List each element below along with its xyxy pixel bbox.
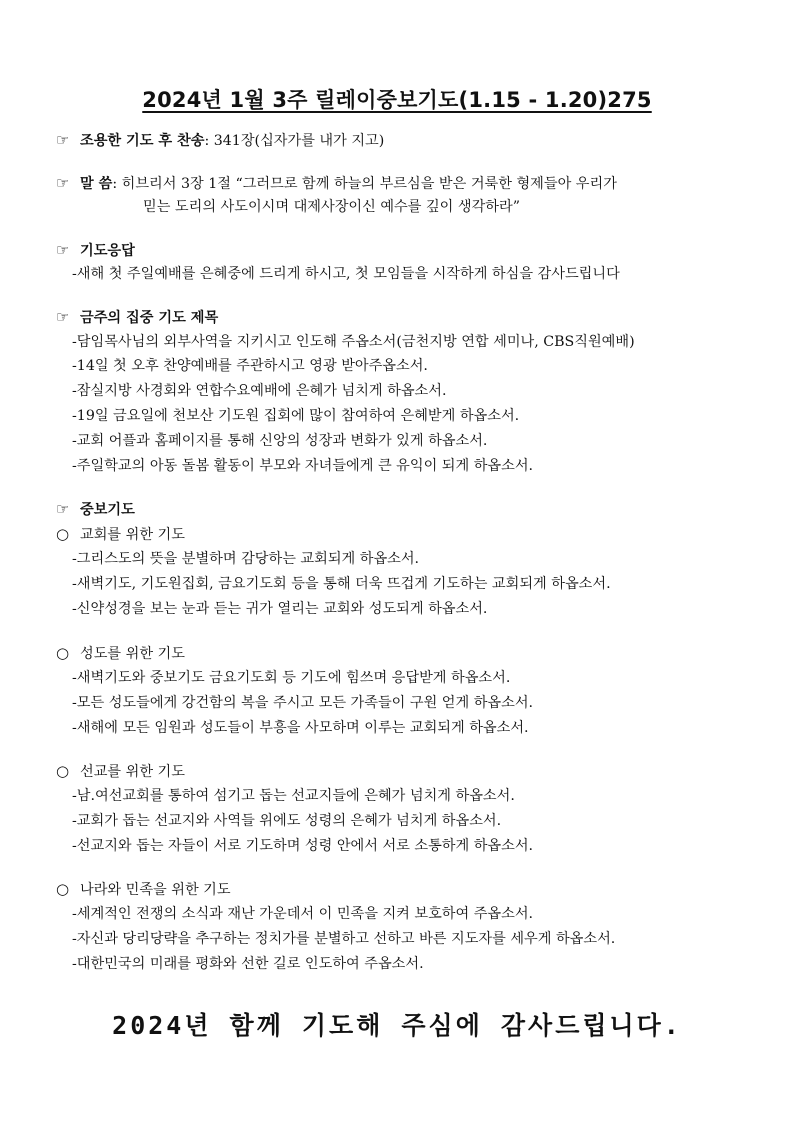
group-item: -신약성경을 보는 눈과 듣는 귀가 열리는 교회와 성도되게 하옵소서.	[72, 601, 488, 617]
group-item: -새벽기도와 중보기도 금요기도회 등 기도에 힘쓰며 응답받게 하옵소서.	[72, 670, 511, 686]
group-item: -대한민국의 미래를 평화와 선한 길로 인도하여 주옵소서.	[72, 956, 424, 972]
closing-message: 2024년 함께 기도해 주심에 감사드립니다.	[112, 1011, 682, 1040]
group-item: -교회가 돕는 선교지와 사역들 위에도 성령의 은혜가 넘치게 하옵소서.	[72, 813, 502, 829]
group-item: -자신과 당리당략을 추구하는 정치가를 분별하고 선하고 바른 지도자를 세우게 하옵소서.	[72, 931, 616, 947]
pointing-hand-icon: ☞	[56, 131, 70, 149]
word-label: 말 씀	[80, 176, 113, 192]
group-nation-title: ○ 나라와 민족을 위한 기도	[56, 880, 231, 898]
word-line-2: 믿는 도리의 사도이시며 대제사장이신 예수를 깊이 생각하라”	[143, 199, 520, 215]
focus-item: -잠실지방 사경회와 연합수요예배에 은혜가 넘치게 하옵소서.	[72, 383, 447, 399]
focus-item: -담임목사님의 외부사역을 지키시고 인도해 주옵소서(금천지방 연합 세미나, CBS직원예배)	[72, 334, 635, 350]
hymn-text: : 341장(십자가를 내가 지고)	[204, 133, 385, 149]
document-title: 2024년 1월 3주 릴레이중보기도(1.15 - 1.20)275	[142, 88, 652, 112]
focus-item: -주일학교의 아동 돌봄 활동이 부모와 자녀들에게 큰 유익이 되게 하옵소서.	[72, 458, 534, 474]
hymn-line	[56, 130, 384, 151]
group-item: -새벽기도, 기도원집회, 금요기도회 등을 통해 더욱 뜨겁게 기도하는 교회되게 하옵소서.	[72, 576, 611, 592]
answered-item: -새해 첫 주일예배를 은혜중에 드리게 하시고, 첫 모임들을 시작하게 하심을 감사드립니다	[72, 266, 620, 282]
group-church-title: ○ 교회를 위한 기도	[56, 525, 185, 543]
hymn-label: 조용한 기도 후 찬송	[80, 133, 205, 149]
circle-bullet-icon: ○	[56, 644, 70, 662]
group-item: -선교지와 돕는 자들이 서로 기도하며 성령 안에서 서로 소통하게 하옵소서.	[72, 838, 534, 854]
pointing-hand-icon: ☞	[56, 174, 70, 192]
word-text-1: : 히브리서 3장 1절 “그러므로 함께 하늘의 부르심을 받은 거룩한 형제들아 우리가	[112, 176, 617, 192]
answered-heading: ☞ 기도응답	[56, 241, 135, 259]
circle-bullet-icon: ○	[56, 762, 70, 780]
group-item: -그리스도의 뜻을 분별하며 감당하는 교회되게 하옵소서.	[72, 551, 420, 567]
pointing-hand-icon: ☞	[56, 241, 70, 259]
group-item: -새해에 모든 임원과 성도들이 부흥을 사모하며 이루는 교회되게 하옵소서.	[72, 720, 529, 736]
circle-bullet-icon: ○	[56, 525, 70, 543]
pointing-hand-icon: ☞	[56, 308, 70, 326]
group-item: -세계적인 전쟁의 소식과 재난 가운데서 이 민족을 지켜 보호하여 주옵소서.	[72, 906, 534, 922]
circle-bullet-icon: ○	[56, 880, 70, 898]
group-believers-title: ○ 성도를 위한 기도	[56, 644, 185, 662]
focus-item: -19일 금요일에 천보산 기도원 집회에 많이 참여하여 은혜받게 하옵소서.	[72, 408, 520, 424]
intercession-heading: ☞ 중보기도	[56, 500, 135, 518]
group-item: -남.여선교회를 통하여 섬기고 돕는 선교지들에 은혜가 넘치게 하옵소서.	[72, 788, 515, 804]
focus-heading: ☞ 금주의 집중 기도 제목	[56, 308, 219, 326]
word-line-1	[56, 173, 617, 194]
focus-item: -교회 어플과 홈페이지를 통해 신앙의 성장과 변화가 있게 하옵소서.	[72, 433, 488, 449]
group-missions-title: ○ 선교를 위한 기도	[56, 762, 185, 780]
focus-item: -14일 첫 오후 찬양예배를 주관하시고 영광 받아주옵소서.	[72, 358, 428, 374]
group-item: -모든 성도들에게 강건함의 복을 주시고 모든 가족들이 구원 얻게 하옵소서.	[72, 695, 534, 711]
pointing-hand-icon: ☞	[56, 500, 70, 518]
